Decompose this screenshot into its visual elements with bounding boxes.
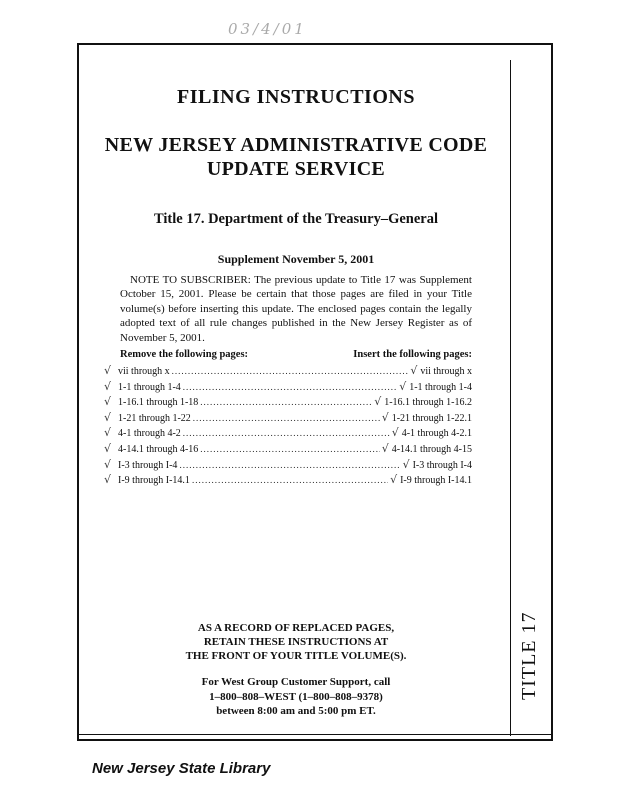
- frame-bottom-rule: [77, 734, 553, 735]
- check-mark-icon: √: [104, 426, 112, 440]
- table-row: [104, 457, 472, 473]
- support-line-3: between 8:00 am and 5:00 pm ET.: [216, 705, 376, 717]
- check-mark-icon: √: [402, 457, 410, 471]
- pages-table-header: [120, 349, 472, 360]
- leader-dots: [183, 380, 397, 396]
- leader-dots: [172, 364, 409, 380]
- record-line-2: RETAIN THESE INSTRUCTIONS AT: [203, 636, 389, 648]
- check-mark-icon: √: [374, 395, 382, 409]
- leader-dots: [200, 442, 379, 458]
- customer-support: [95, 675, 497, 719]
- subtitle-line-2: UPDATE SERVICE: [206, 158, 386, 180]
- insert-header: Insert the following pages:: [353, 349, 472, 360]
- insert-pages: 1-21 through 1-22.1: [391, 412, 472, 424]
- subscriber-note: NOTE TO SUBSCRIBER: The previous update to Title 17 was Supplement October 15, 2001. Please be certain that those pages are filed in your Title volume(s) before inserting this update. The enclosed pages contain the legally adopted text of all rule changes published in the New Jersey Register as of November 5, 2001.: [120, 274, 472, 344]
- document-title: FILING INSTRUCTIONS: [177, 86, 415, 108]
- support-line-1: For West Group Customer Support, call: [201, 676, 391, 688]
- leader-dots: [183, 426, 390, 442]
- check-mark-icon: √: [391, 426, 399, 440]
- insert-pages: 1-1 through 1-4: [409, 381, 472, 393]
- table-row: [104, 379, 472, 395]
- record-line-1: AS A RECORD OF REPLACED PAGES,: [197, 622, 395, 634]
- title-tab-divider: [510, 60, 511, 736]
- check-mark-icon: √: [381, 410, 389, 424]
- supplement-date: Supplement November 5, 2001: [217, 252, 375, 266]
- insert-pages: 1-16.1 through 1-16.2: [384, 397, 472, 409]
- check-mark-icon: √: [104, 457, 112, 471]
- remove-pages: 4-14.1 through 4-16: [118, 443, 199, 455]
- check-mark-icon: √: [381, 441, 389, 455]
- remove-pages: 1-16.1 through 1-18: [118, 397, 199, 409]
- remove-pages: I-9 through I-14.1: [118, 475, 190, 487]
- check-mark-icon: √: [104, 441, 112, 455]
- check-mark-icon: √: [104, 410, 112, 424]
- check-mark-icon: √: [410, 364, 418, 377]
- title-tab: [518, 611, 607, 723]
- remove-pages: 1-21 through 1-22: [118, 412, 191, 424]
- library-watermark: New Jersey State Library: [92, 760, 271, 777]
- insert-pages: 4-14.1 through 4-15: [391, 443, 472, 455]
- support-line-2: 1–800–808–WEST (1–800–808–9378): [209, 690, 383, 703]
- document-subtitle: [95, 133, 497, 181]
- leader-dots: [192, 473, 388, 489]
- remove-pages: I-3 through I-4: [118, 459, 178, 471]
- subtitle-line-1: NEW JERSEY ADMINISTRATIVE CODE: [104, 134, 488, 156]
- check-mark-icon: √: [104, 364, 112, 377]
- table-row: [104, 441, 472, 457]
- check-mark-icon: √: [104, 395, 112, 409]
- insert-pages: 4-1 through 4-2.1: [401, 428, 472, 440]
- title-section-heading: Title 17. Department of the Treasury–General: [153, 211, 439, 227]
- table-row: [104, 410, 472, 426]
- insert-pages: vii through x: [420, 366, 472, 377]
- leader-dots: [200, 395, 372, 411]
- leader-dots: [179, 458, 400, 474]
- table-row: [104, 472, 472, 488]
- table-row: [104, 394, 472, 410]
- remove-pages: 4-1 through 4-2: [118, 428, 181, 440]
- title-tab-label: TITLE 17: [518, 611, 540, 700]
- check-mark-icon: √: [104, 379, 112, 393]
- handwritten-note: 03/4/01: [228, 20, 307, 38]
- check-mark-icon: √: [399, 379, 407, 393]
- table-row: [104, 425, 472, 441]
- check-mark-icon: √: [104, 473, 112, 487]
- insert-pages: I-3 through I-4: [412, 459, 472, 471]
- leader-dots: [193, 411, 380, 427]
- record-line-3: THE FRONT OF YOUR TITLE VOLUME(S).: [185, 650, 407, 662]
- record-instructions: [95, 621, 497, 663]
- pages-table: [104, 363, 472, 488]
- check-mark-icon: √: [390, 473, 398, 487]
- remove-header: Remove the following pages:: [120, 349, 249, 360]
- remove-pages: vii through x: [118, 366, 170, 377]
- table-row: [104, 363, 472, 379]
- insert-pages: I-9 through I-14.1: [400, 475, 472, 487]
- remove-pages: 1-1 through 1-4: [118, 381, 181, 393]
